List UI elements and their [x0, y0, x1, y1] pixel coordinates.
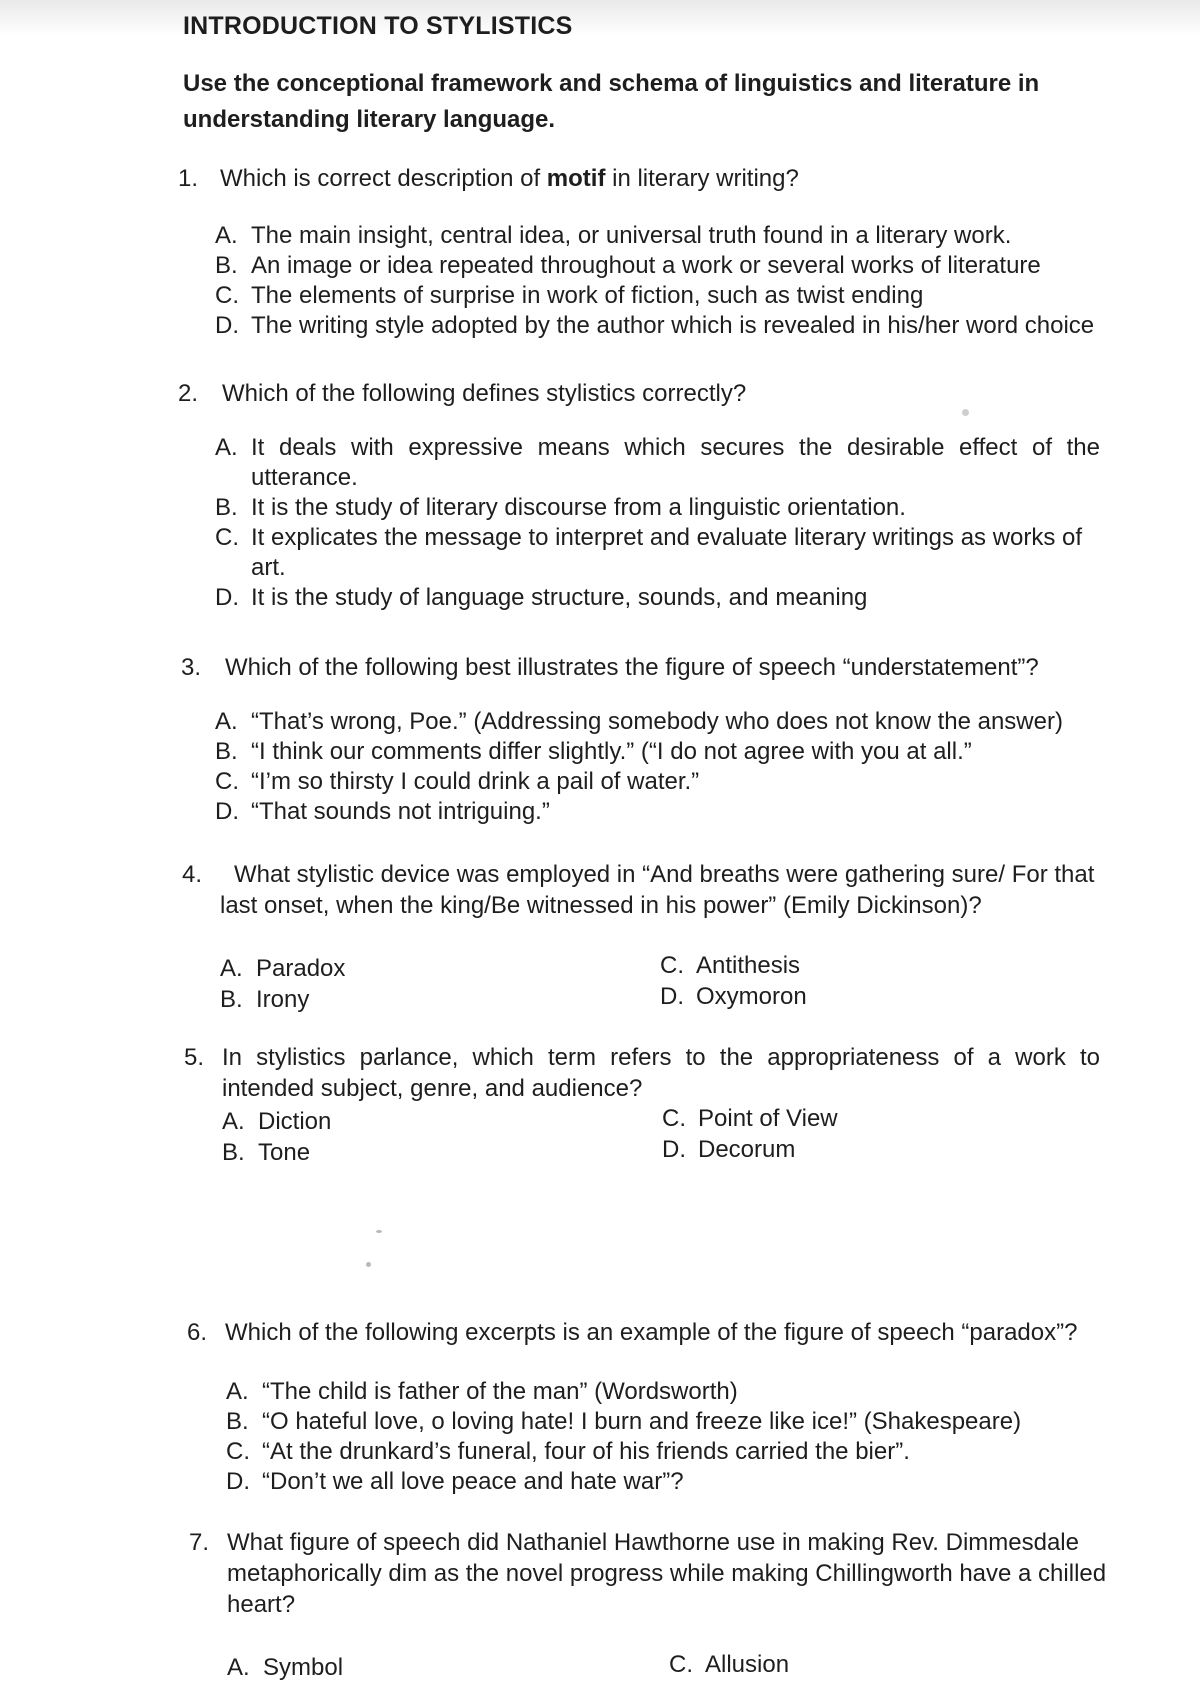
instruction-text: Use the conceptional framework and schema of linguistics and literature in understanding literary language. [183, 70, 1040, 133]
option-d[interactable] [215, 583, 1100, 613]
stem-text: in literary writing? [605, 165, 799, 192]
option-text: It deals with expressive means which secures the desirable effect of the utterance. [251, 434, 1100, 491]
option-d[interactable] [662, 1134, 795, 1165]
question-stem: Which of the following best illustrates the figure of speech “understatement”? [225, 654, 1039, 681]
scan-speck [962, 409, 969, 416]
option-text: The elements of surprise in work of fiction, such as twist ending [251, 282, 924, 309]
option-letter: A. [215, 222, 238, 249]
option-a[interactable] [227, 1652, 343, 1683]
question-2 [178, 378, 1098, 410]
option-letter: D. [215, 312, 239, 339]
option-letter: C. [215, 282, 239, 309]
question-number: 5. [184, 1044, 205, 1071]
option-text: “The child is father of the man” (Wordsworth) [262, 1378, 738, 1405]
option-text: Paradox [256, 955, 346, 982]
option-text: Symbol [263, 1654, 344, 1681]
option-letter: A. [215, 708, 238, 735]
option-text: Tone [258, 1139, 311, 1166]
question-stem: What stylistic device was employed in “And breaths were gathering sure/ For that last onset, when the king/Be witnessed in his power” (Emily Dickinson)? [220, 861, 1095, 919]
option-letter: C. [215, 768, 239, 795]
option-letter: A. [215, 434, 238, 461]
option-text: “That’s wrong, Poe.” (Addressing somebody who does not know the answer) [251, 708, 1063, 735]
option-text: “Don’t we all love peace and hate war”? [262, 1468, 684, 1495]
option-c[interactable] [662, 1103, 838, 1134]
option-b[interactable] [226, 1407, 1111, 1437]
option-text: The main insight, central idea, or universal truth found in a literary work. [251, 222, 1012, 249]
options-q1 [215, 221, 1100, 341]
question-stem: Which of the following excerpts is an example of the figure of speech “paradox”? [225, 1319, 1078, 1346]
option-letter: B. [215, 738, 238, 765]
option-text: It explicates the message to interpret and evaluate literary writings as works of art. [251, 524, 1083, 581]
option-a[interactable] [226, 1377, 1111, 1407]
question-number: 2. [178, 380, 199, 407]
option-letter: D. [215, 798, 239, 825]
option-text: “That sounds not intriguing.” [251, 798, 550, 825]
option-letter: A. [227, 1654, 250, 1681]
question-5 [184, 1042, 1104, 1106]
stem-bold-term: motif [546, 165, 606, 192]
option-b[interactable] [220, 984, 309, 1015]
option-text: Oxymoron [696, 983, 807, 1010]
option-text: “I think our comments differ slightly.” (“I do not agree with you at all.” [251, 738, 972, 765]
option-d[interactable] [215, 797, 1100, 827]
question-number: 4. [182, 861, 203, 888]
option-text: Allusion [705, 1651, 790, 1678]
question-number: 1. [178, 165, 199, 192]
option-letter: D. [662, 1136, 686, 1163]
stem-text: Which is correct description of [220, 165, 547, 192]
option-text: Point of View [698, 1105, 838, 1132]
option-letter: A. [226, 1378, 249, 1405]
option-a[interactable] [215, 221, 1100, 251]
option-c[interactable] [669, 1649, 789, 1680]
question-7 [189, 1527, 1109, 1623]
option-c[interactable] [660, 950, 800, 981]
options-q6 [226, 1377, 1111, 1497]
option-text: An image or idea repeated throughout a work or several works of literature [251, 252, 1041, 279]
option-text: “At the drunkard’s funeral, four of his friends carried the bier”. [262, 1438, 910, 1465]
option-c[interactable] [215, 523, 1100, 583]
question-number: 6. [187, 1319, 208, 1346]
question-number: 7. [189, 1529, 210, 1556]
option-text: Decorum [698, 1136, 796, 1163]
option-a[interactable] [222, 1106, 331, 1137]
question-6 [187, 1317, 1107, 1349]
option-a[interactable] [215, 433, 1100, 493]
option-text: “O hateful love, o loving hate! I burn and freeze like ice!” (Shakespeare) [262, 1408, 1022, 1435]
option-text: It is the study of language structure, sounds, and meaning [251, 584, 868, 611]
question-stem: Which of the following defines stylistics correctly? [222, 380, 747, 407]
option-c[interactable] [215, 281, 1100, 311]
question-stem: What figure of speech did Nathaniel Hawthorne use in making Rev. Dimmesdale metaphorically dim as the novel progress while making Chillingworth have a chilled heart? [227, 1529, 1107, 1618]
option-letter: C. [662, 1105, 686, 1132]
option-b[interactable] [222, 1137, 310, 1168]
option-c[interactable] [226, 1437, 1111, 1467]
option-b[interactable] [215, 493, 1100, 523]
option-letter: C. [660, 952, 684, 979]
options-q5 [222, 1106, 1102, 1170]
option-letter: A. [222, 1108, 245, 1135]
options-q7 [227, 1652, 1107, 1688]
option-letter: C. [669, 1651, 693, 1678]
question-stem [220, 163, 1100, 194]
option-text: “I’m so thirsty I could drink a pail of water.” [251, 768, 700, 795]
option-letter: B. [226, 1408, 249, 1435]
option-a[interactable] [220, 953, 345, 984]
scan-speck [376, 1230, 382, 1233]
question-3 [181, 652, 1101, 684]
option-d[interactable] [215, 311, 1100, 341]
option-a[interactable] [215, 707, 1100, 737]
option-letter: D. [226, 1468, 250, 1495]
scan-speck [366, 1262, 371, 1267]
question-number: 3. [181, 654, 202, 681]
option-letter: A. [220, 955, 243, 982]
page-title: INTRODUCTION TO STYLISTICS [183, 12, 573, 40]
option-letter: B. [220, 986, 243, 1013]
option-letter: B. [215, 252, 238, 279]
option-text: Irony [256, 986, 310, 1013]
option-letter: C. [215, 524, 239, 551]
option-text: The writing style adopted by the author which is revealed in his/her word choice [251, 312, 1095, 339]
option-text: Antithesis [696, 952, 801, 979]
options-q2 [215, 433, 1100, 613]
option-letter: D. [215, 584, 239, 611]
option-b[interactable] [215, 737, 1100, 767]
options-q3 [215, 707, 1100, 827]
option-letter: C. [226, 1438, 250, 1465]
option-d[interactable] [226, 1467, 1111, 1497]
option-text: Diction [258, 1108, 332, 1135]
option-letter: B. [215, 494, 238, 521]
option-c[interactable] [215, 767, 1100, 797]
options-q4 [220, 953, 1100, 1017]
option-text: It is the study of literary discourse from a linguistic orientation. [251, 494, 906, 521]
question-4 [182, 859, 1102, 923]
question-1 [178, 163, 1098, 195]
question-stem: In stylistics parlance, which term refers to the appropriateness of a work to intended subject, genre, and audience? [222, 1044, 1100, 1102]
option-d[interactable] [660, 981, 807, 1012]
option-letter: B. [222, 1139, 245, 1166]
option-letter: D. [660, 983, 684, 1010]
option-b[interactable] [215, 251, 1100, 281]
